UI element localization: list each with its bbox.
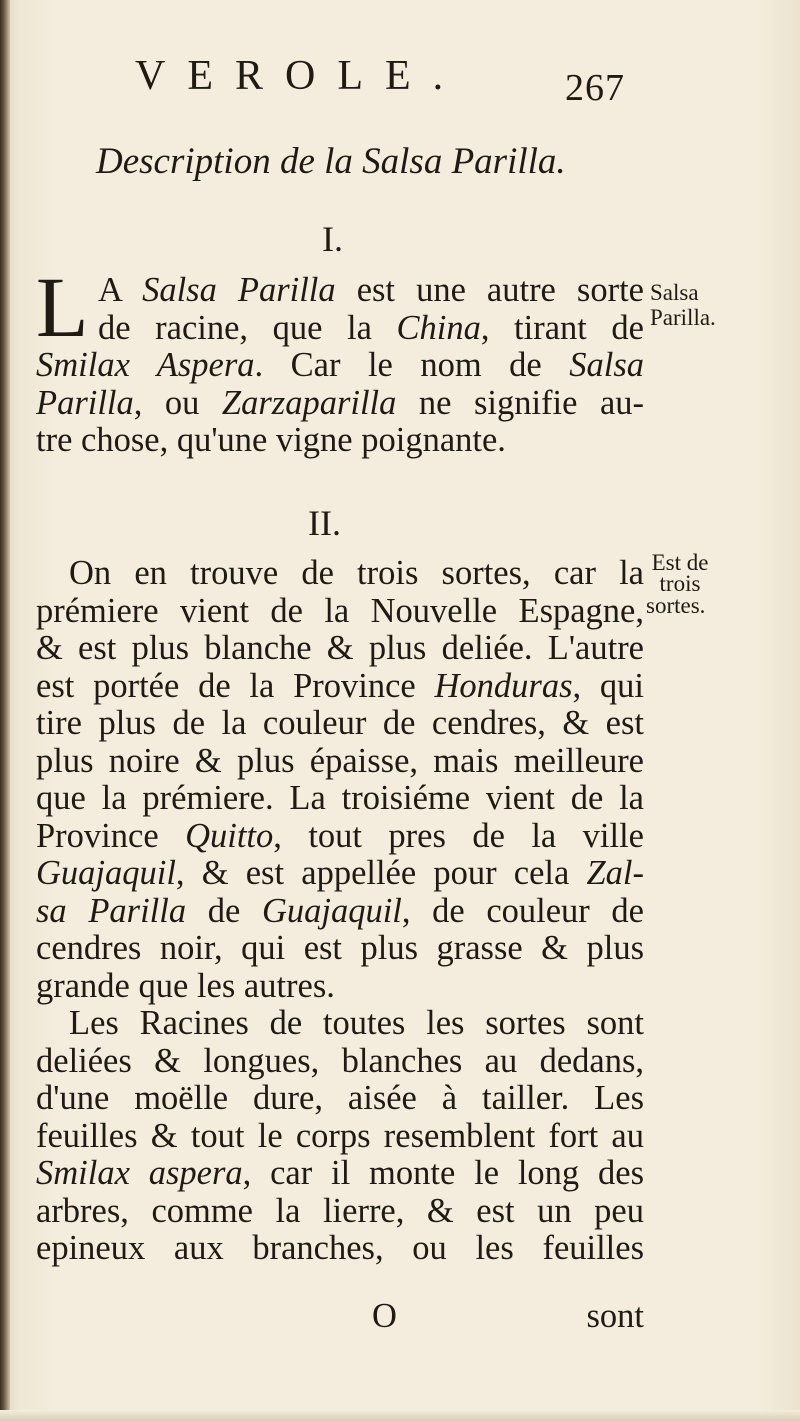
- book-spine-edge: [0, 0, 10, 1421]
- text-segment: que la prémiere. La troisiéme vient de la: [36, 779, 644, 817]
- italic-term: Salsa Parilla: [142, 271, 336, 309]
- text-segment: , & est appellée pour cela: [175, 854, 587, 892]
- text-segment: , ou: [133, 383, 222, 422]
- italic-term: Guajaquil: [261, 891, 402, 930]
- page-number: 267: [565, 67, 625, 109]
- margin-note-line: Est de: [651, 550, 709, 575]
- text-line: [36, 630, 644, 668]
- text-line: [36, 1230, 644, 1268]
- text-line: [36, 310, 644, 348]
- text-segment: est portée de la Province: [36, 666, 435, 705]
- text-line: [36, 968, 644, 1006]
- italic-term: Zal-: [586, 854, 644, 892]
- text-segment: tre chose, qu'une vigne poignante.: [36, 421, 506, 459]
- text-line: [36, 422, 644, 460]
- text-segment: plus noire & plus épaisse, mais meilleure: [36, 741, 644, 780]
- text-segment: , car il monte le long des: [242, 1154, 644, 1192]
- text-line: [36, 555, 644, 593]
- text-segment: , tout pres de la ville: [273, 816, 644, 855]
- text-segment: Province: [36, 816, 186, 855]
- margin-note-line: trois: [659, 571, 701, 596]
- signature-mark: O: [372, 1297, 397, 1335]
- text-segment: , tirant de: [480, 308, 644, 347]
- page-bottom-edge: [0, 1410, 800, 1421]
- paragraph-2: [36, 555, 644, 1268]
- text-line: [36, 1043, 644, 1081]
- page-footer: [36, 1297, 644, 1337]
- text-line: [36, 893, 644, 931]
- text-segment: On en trouve de trois sortes, car la: [69, 554, 644, 592]
- margin-note-line: Salsa: [650, 280, 699, 305]
- text-segment: de racine, que la: [98, 308, 397, 347]
- running-head: VEROLE.: [135, 53, 466, 99]
- text-line: [36, 1118, 644, 1156]
- text-segment: de: [186, 891, 262, 930]
- text-line: [36, 1193, 644, 1231]
- drop-cap: L: [36, 259, 89, 355]
- margin-note-line: sortes.: [646, 593, 706, 618]
- text-segment: A: [98, 271, 143, 309]
- text-line: [36, 272, 644, 310]
- text-segment: prémiere vient de la Nouvelle Espagne,: [36, 591, 644, 630]
- text-line: [36, 1155, 644, 1193]
- text-line: [36, 668, 644, 706]
- text-line: [36, 780, 644, 818]
- text-segment: ne signifie au-: [396, 383, 644, 422]
- italic-term: Smilax aspera: [36, 1154, 243, 1192]
- italic-term: Smilax Aspera: [36, 346, 255, 384]
- italic-term: Honduras: [434, 666, 573, 705]
- text-line: [36, 1080, 644, 1118]
- text-segment: cendres noir, qui est plus grasse & plus: [36, 929, 644, 967]
- text-segment: epineux aux branches, ou les feuilles: [36, 1229, 644, 1267]
- text-line: [36, 1005, 644, 1043]
- text-segment: feuilles & tout le corps resemblent fort au: [36, 1116, 644, 1155]
- text-line: [36, 855, 644, 893]
- text-line: [36, 743, 644, 781]
- text-segment: arbres, comme la lierre, & est un peu: [36, 1191, 644, 1230]
- section-title: Description de la Salsa Parilla.: [96, 141, 566, 182]
- paragraph-1: [36, 259, 645, 460]
- text-segment: , de couleur de: [401, 891, 644, 930]
- text-segment: grande que les autres.: [36, 966, 335, 1005]
- text-segment: & est plus blanche & plus deliée. L'autre: [36, 629, 644, 667]
- catchword: sont: [586, 1297, 644, 1335]
- text-segment: deliées & longues, blanches au dedans,: [36, 1041, 644, 1080]
- text-line: [36, 347, 644, 385]
- text-segment: est une autre sorte: [335, 271, 644, 309]
- margin-note-line: Parilla.: [650, 305, 716, 330]
- text-line: [36, 385, 644, 423]
- italic-term: Quitto: [185, 816, 274, 855]
- text-segment: . Car le nom de: [254, 346, 570, 384]
- text-segment: tire plus de la couleur de cendres, & est: [36, 704, 644, 742]
- italic-term: Guajaquil: [36, 854, 176, 892]
- italic-term: sa Parilla: [36, 891, 187, 930]
- italic-term: Zarzaparilla: [221, 383, 397, 422]
- italic-term: China: [396, 308, 481, 347]
- text-line: [36, 818, 644, 856]
- text-segment: d'une moëlle dure, aisée à tailler. Les: [36, 1079, 644, 1117]
- text-segment: , qui: [572, 666, 644, 705]
- margin-note-2: [646, 550, 714, 618]
- italic-term: Salsa: [569, 346, 645, 384]
- section-number-2: II.: [308, 503, 341, 543]
- section-number-1: I.: [322, 219, 343, 259]
- margin-note-1: [650, 280, 716, 330]
- text-line: [36, 930, 644, 968]
- italic-term: Parilla: [36, 383, 134, 422]
- text-line: [36, 705, 644, 743]
- text-line: [36, 593, 644, 631]
- text-segment: Les Racines de toutes les sortes sont: [69, 1004, 644, 1042]
